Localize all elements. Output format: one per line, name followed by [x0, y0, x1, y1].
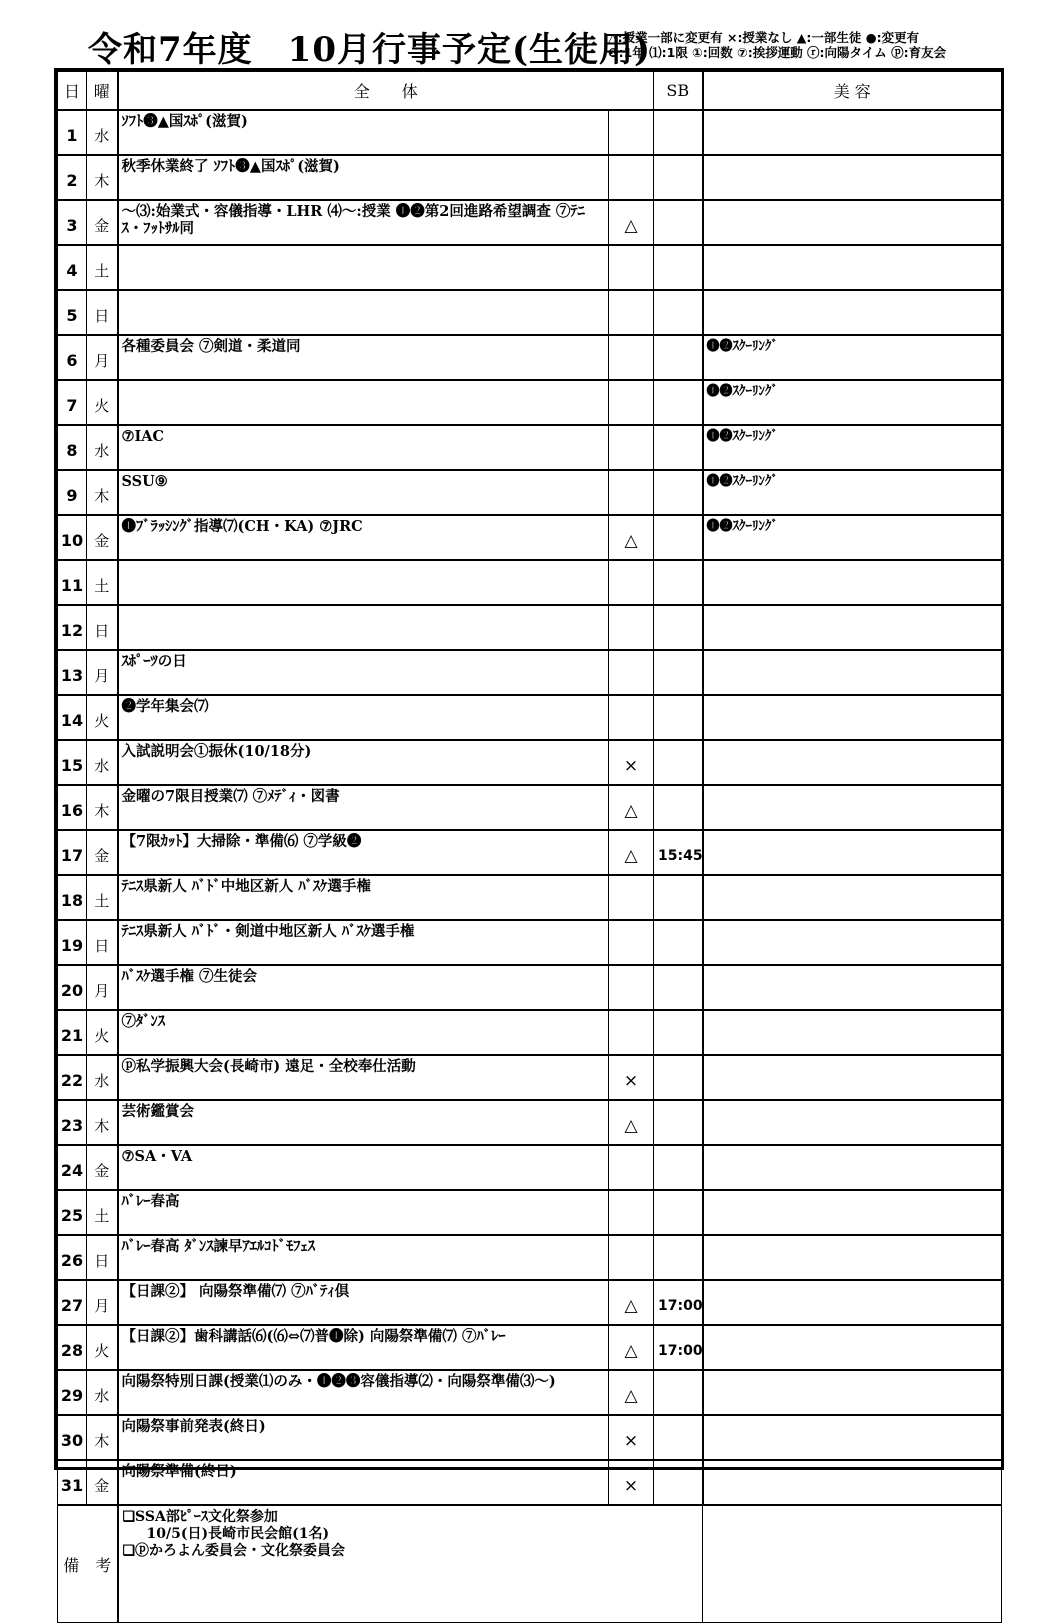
day-number: 20	[58, 965, 87, 1010]
sb-time	[654, 1190, 703, 1235]
table-row	[58, 695, 1002, 740]
class-change-mark: △	[609, 200, 654, 245]
day-weekday: 日	[87, 605, 118, 650]
biyo-events	[703, 1235, 1002, 1280]
biyo-events	[703, 695, 1002, 740]
table-row	[58, 200, 1002, 245]
biyo-events	[703, 650, 1002, 695]
sb-time	[654, 470, 703, 515]
class-change-mark	[609, 920, 654, 965]
day-weekday: 土	[87, 245, 118, 290]
table-row	[58, 155, 1002, 200]
legend-line-2: ❶:1年 ⑴:1限 ①:回数 ⑦:挨拶運動 ⓡ:向陽タイム ⓟ:育友会	[608, 45, 947, 60]
sb-time	[654, 245, 703, 290]
header-all: 全 体	[118, 72, 654, 111]
sb-time	[654, 110, 703, 155]
biyo-events	[703, 1190, 1002, 1235]
day-weekday: 木	[87, 785, 118, 830]
day-events: ❶ﾌﾞﾗｯｼﾝｸﾞ指導⑺(CH・KA) ⑦JRC	[118, 515, 609, 560]
day-weekday: 火	[87, 1325, 118, 1370]
table-row	[58, 1460, 1002, 1505]
notes-body	[118, 1505, 703, 1623]
notes-line-3: ❏ⓟかろよん委員会・文化祭委員会	[122, 1543, 346, 1559]
class-change-mark: ×	[609, 1460, 654, 1505]
day-events: 【7限ｶｯﾄ】大掃除・準備⑹ ⑦学級❷	[118, 830, 609, 875]
sb-time	[654, 425, 703, 470]
day-weekday: 木	[87, 470, 118, 515]
day-events: 各種委員会 ⑦剣道・柔道同	[118, 335, 609, 380]
day-weekday: 金	[87, 515, 118, 560]
biyo-events: ❶❷ｽｸｰﾘﾝｸﾞ	[703, 335, 1002, 380]
class-change-mark	[609, 155, 654, 200]
day-events: 向陽祭事前発表(終日)	[118, 1415, 609, 1460]
day-events: ｿﾌﾄ❸▲国ｽﾎﾟ(滋賀)	[118, 110, 609, 155]
day-number: 24	[58, 1145, 87, 1190]
day-number: 4	[58, 245, 87, 290]
sb-time: 17:00	[654, 1280, 703, 1325]
biyo-events	[703, 1325, 1002, 1370]
day-events: ⑦IAC	[118, 425, 609, 470]
class-change-mark	[609, 335, 654, 380]
class-change-mark	[609, 1010, 654, 1055]
sb-time	[654, 920, 703, 965]
day-number: 25	[58, 1190, 87, 1235]
class-change-mark: △	[609, 1325, 654, 1370]
table-row	[58, 1280, 1002, 1325]
sb-time	[654, 1145, 703, 1190]
table-row	[58, 425, 1002, 470]
page-title: 令和7年度 10月行事予定(生徒用)	[88, 30, 652, 70]
class-change-mark: ×	[609, 740, 654, 785]
sb-time	[654, 515, 703, 560]
day-events: 金曜の7限目授業⑺ ⑦ﾒﾃﾞｨ・図書	[118, 785, 609, 830]
table-row	[58, 1325, 1002, 1370]
table-row	[58, 740, 1002, 785]
day-events: ﾊﾞﾚｰ春高 ﾀﾞﾝｽ諫早ｱｴﾙｺﾄﾞﾓﾌｪｽ	[118, 1235, 609, 1280]
biyo-events	[703, 290, 1002, 335]
table-row	[58, 380, 1002, 425]
day-events: 【日課②】歯科講話⑹(⑹⇔⑺普❶除) 向陽祭準備⑺ ⑦ﾊﾞﾚｰ	[118, 1325, 609, 1370]
header-weekday: 曜	[87, 72, 118, 111]
sb-time	[654, 650, 703, 695]
header-sb: SB	[654, 72, 703, 111]
day-number: 12	[58, 605, 87, 650]
class-change-mark: ×	[609, 1055, 654, 1100]
sb-time	[654, 965, 703, 1010]
notes-line-2: 10/5(日)長崎市民会館(1名)	[146, 1526, 330, 1542]
sb-time	[654, 290, 703, 335]
symbol-legend	[608, 30, 946, 60]
sb-time	[654, 1100, 703, 1145]
biyo-events	[703, 1145, 1002, 1190]
day-weekday: 木	[87, 1100, 118, 1145]
sb-time: 17:00	[654, 1325, 703, 1370]
class-change-mark	[609, 965, 654, 1010]
day-weekday: 月	[87, 650, 118, 695]
day-weekday: 水	[87, 110, 118, 155]
biyo-events	[703, 605, 1002, 650]
biyo-events	[703, 740, 1002, 785]
day-weekday: 日	[87, 290, 118, 335]
day-weekday: 火	[87, 695, 118, 740]
day-number: 28	[58, 1325, 87, 1370]
day-weekday: 日	[87, 1235, 118, 1280]
day-events: ～⑶:始業式・容儀指導・LHR ⑷～:授業 ❶❷第2回進路希望調査 ⑦ﾃﾆｽ・ﾌｯﾄｻﾙ同	[118, 200, 609, 245]
header-biyo: 美 容	[703, 72, 1002, 111]
table-row	[58, 1190, 1002, 1235]
day-events: 秋季休業終了 ｿﾌﾄ❸▲国ｽﾎﾟ(滋賀)	[118, 155, 609, 200]
day-number: 9	[58, 470, 87, 515]
table-row	[58, 920, 1002, 965]
day-number: 18	[58, 875, 87, 920]
day-weekday: 金	[87, 1145, 118, 1190]
biyo-events	[703, 875, 1002, 920]
biyo-events	[703, 155, 1002, 200]
class-change-mark	[609, 605, 654, 650]
class-change-mark: △	[609, 1280, 654, 1325]
biyo-events	[703, 965, 1002, 1010]
day-events	[118, 380, 609, 425]
biyo-events	[703, 1055, 1002, 1100]
sb-time	[654, 380, 703, 425]
day-events: SSU⑨	[118, 470, 609, 515]
sb-time	[654, 1415, 703, 1460]
day-events: ﾊﾞｽｹ選手権 ⑦生徒会	[118, 965, 609, 1010]
biyo-events	[703, 1415, 1002, 1460]
sb-time	[654, 1055, 703, 1100]
day-number: 5	[58, 290, 87, 335]
header-row	[58, 72, 1002, 111]
sb-time	[654, 1370, 703, 1415]
biyo-events	[703, 560, 1002, 605]
day-number: 16	[58, 785, 87, 830]
day-number: 13	[58, 650, 87, 695]
biyo-events	[703, 1010, 1002, 1055]
header-day: 日	[58, 72, 87, 111]
day-weekday: 月	[87, 335, 118, 380]
class-change-mark: △	[609, 785, 654, 830]
class-change-mark	[609, 650, 654, 695]
day-weekday: 土	[87, 560, 118, 605]
biyo-events: ❶❷ｽｸｰﾘﾝｸﾞ	[703, 380, 1002, 425]
day-weekday: 火	[87, 1010, 118, 1055]
sb-time	[654, 1235, 703, 1280]
day-events: ﾊﾞﾚｰ春高	[118, 1190, 609, 1235]
class-change-mark	[609, 425, 654, 470]
notes-row	[58, 1505, 1002, 1623]
table-row	[58, 245, 1002, 290]
table-row	[58, 1100, 1002, 1145]
biyo-events	[703, 245, 1002, 290]
legend-line-1: △:授業一部に変更有 ×:授業なし ▲:一部生徒 ●:変更有	[608, 30, 920, 45]
sb-time	[654, 785, 703, 830]
day-number: 6	[58, 335, 87, 380]
biyo-events	[703, 1460, 1002, 1505]
class-change-mark: △	[609, 830, 654, 875]
schedule-table	[57, 71, 1002, 1623]
day-events	[118, 290, 609, 335]
class-change-mark	[609, 380, 654, 425]
notes-line-1: ❏SSA部ﾋﾟｰｽ文化祭参加	[122, 1509, 278, 1525]
table-row	[58, 560, 1002, 605]
day-number: 23	[58, 1100, 87, 1145]
day-number: 7	[58, 380, 87, 425]
day-weekday: 木	[87, 1415, 118, 1460]
day-events: ⓟ私学振興大会(長崎市) 遠足・全校奉仕活動	[118, 1055, 609, 1100]
table-row	[58, 1235, 1002, 1280]
day-events: 向陽祭準備(終日)	[118, 1460, 609, 1505]
biyo-events	[703, 920, 1002, 965]
biyo-events: ❶❷ｽｸｰﾘﾝｸﾞ	[703, 425, 1002, 470]
day-weekday: 水	[87, 1055, 118, 1100]
table-row	[58, 1010, 1002, 1055]
table-row	[58, 1415, 1002, 1460]
table-row	[58, 290, 1002, 335]
notes-line-2-wrap	[123, 1526, 699, 1543]
sb-time	[654, 200, 703, 245]
sb-time: 15:45	[654, 830, 703, 875]
table-row	[58, 650, 1002, 695]
sb-time	[654, 605, 703, 650]
day-events: ⑦ﾀﾞﾝｽ	[118, 1010, 609, 1055]
day-weekday: 土	[87, 1190, 118, 1235]
day-weekday: 日	[87, 920, 118, 965]
day-weekday: 水	[87, 740, 118, 785]
day-number: 31	[58, 1460, 87, 1505]
table-row	[58, 1055, 1002, 1100]
day-number: 27	[58, 1280, 87, 1325]
day-events: ｽﾎﾟｰﾂの日	[118, 650, 609, 695]
day-number: 17	[58, 830, 87, 875]
sb-time	[654, 335, 703, 380]
day-weekday: 木	[87, 155, 118, 200]
day-events: ﾃﾆｽ県新人 ﾊﾞﾄﾞ・剣道中地区新人 ﾊﾞｽｹ選手権	[118, 920, 609, 965]
biyo-events	[703, 1280, 1002, 1325]
day-weekday: 土	[87, 875, 118, 920]
class-change-mark	[609, 470, 654, 515]
day-number: 2	[58, 155, 87, 200]
class-change-mark	[609, 110, 654, 155]
table-row	[58, 1145, 1002, 1190]
day-number: 21	[58, 1010, 87, 1055]
class-change-mark	[609, 875, 654, 920]
day-number: 15	[58, 740, 87, 785]
biyo-events: ❶❷ｽｸｰﾘﾝｸﾞ	[703, 470, 1002, 515]
notes-label: 備 考	[58, 1505, 118, 1623]
day-weekday: 金	[87, 830, 118, 875]
sb-time	[654, 155, 703, 200]
biyo-events: ❶❷ｽｸｰﾘﾝｸﾞ	[703, 515, 1002, 560]
table-row	[58, 965, 1002, 1010]
biyo-events	[703, 110, 1002, 155]
class-change-mark	[609, 1190, 654, 1235]
day-events: 芸術鑑賞会	[118, 1100, 609, 1145]
table-row	[58, 335, 1002, 380]
day-events	[118, 245, 609, 290]
biyo-events	[703, 1370, 1002, 1415]
sb-time	[654, 695, 703, 740]
class-change-mark: △	[609, 1100, 654, 1145]
biyo-events	[703, 1100, 1002, 1145]
day-number: 19	[58, 920, 87, 965]
sb-time	[654, 1010, 703, 1055]
day-number: 3	[58, 200, 87, 245]
day-number: 30	[58, 1415, 87, 1460]
day-number: 10	[58, 515, 87, 560]
class-change-mark	[609, 1235, 654, 1280]
day-events	[118, 560, 609, 605]
sb-time	[654, 560, 703, 605]
table-row	[58, 830, 1002, 875]
table-row	[58, 605, 1002, 650]
day-weekday: 火	[87, 380, 118, 425]
class-change-mark	[609, 695, 654, 740]
day-number: 14	[58, 695, 87, 740]
biyo-events	[703, 200, 1002, 245]
class-change-mark: △	[609, 1370, 654, 1415]
day-number: 1	[58, 110, 87, 155]
sb-time	[654, 1460, 703, 1505]
table-row	[58, 875, 1002, 920]
day-weekday: 月	[87, 965, 118, 1010]
day-weekday: 金	[87, 1460, 118, 1505]
sb-time	[654, 875, 703, 920]
class-change-mark	[609, 290, 654, 335]
day-number: 26	[58, 1235, 87, 1280]
sb-time	[654, 740, 703, 785]
table-row	[58, 110, 1002, 155]
table-row	[58, 515, 1002, 560]
day-events: ❷学年集会⑺	[118, 695, 609, 740]
day-events: ﾃﾆｽ県新人 ﾊﾞﾄﾞ中地区新人 ﾊﾞｽｹ選手権	[118, 875, 609, 920]
day-events: 【日課②】 向陽祭準備⑺ ⑦ﾊﾞﾃｨ倶	[118, 1280, 609, 1325]
table-row	[58, 470, 1002, 515]
day-events: 入試説明会①振休(10/18分)	[118, 740, 609, 785]
table-row	[58, 1370, 1002, 1415]
table-row	[58, 785, 1002, 830]
class-change-mark: ×	[609, 1415, 654, 1460]
class-change-mark	[609, 560, 654, 605]
biyo-events	[703, 785, 1002, 830]
day-weekday: 水	[87, 425, 118, 470]
day-number: 29	[58, 1370, 87, 1415]
biyo-events	[703, 830, 1002, 875]
day-events: ⑦SA・VA	[118, 1145, 609, 1190]
day-number: 8	[58, 425, 87, 470]
day-weekday: 月	[87, 1280, 118, 1325]
class-change-mark	[609, 1145, 654, 1190]
notes-biyo	[703, 1505, 1002, 1623]
class-change-mark: △	[609, 515, 654, 560]
day-weekday: 水	[87, 1370, 118, 1415]
class-change-mark	[609, 245, 654, 290]
day-weekday: 金	[87, 200, 118, 245]
day-number: 22	[58, 1055, 87, 1100]
day-events: 向陽祭特別日課(授業⑴のみ・❶❷❸容儀指導⑵・向陽祭準備⑶～)	[118, 1370, 609, 1415]
day-number: 11	[58, 560, 87, 605]
day-events	[118, 605, 609, 650]
